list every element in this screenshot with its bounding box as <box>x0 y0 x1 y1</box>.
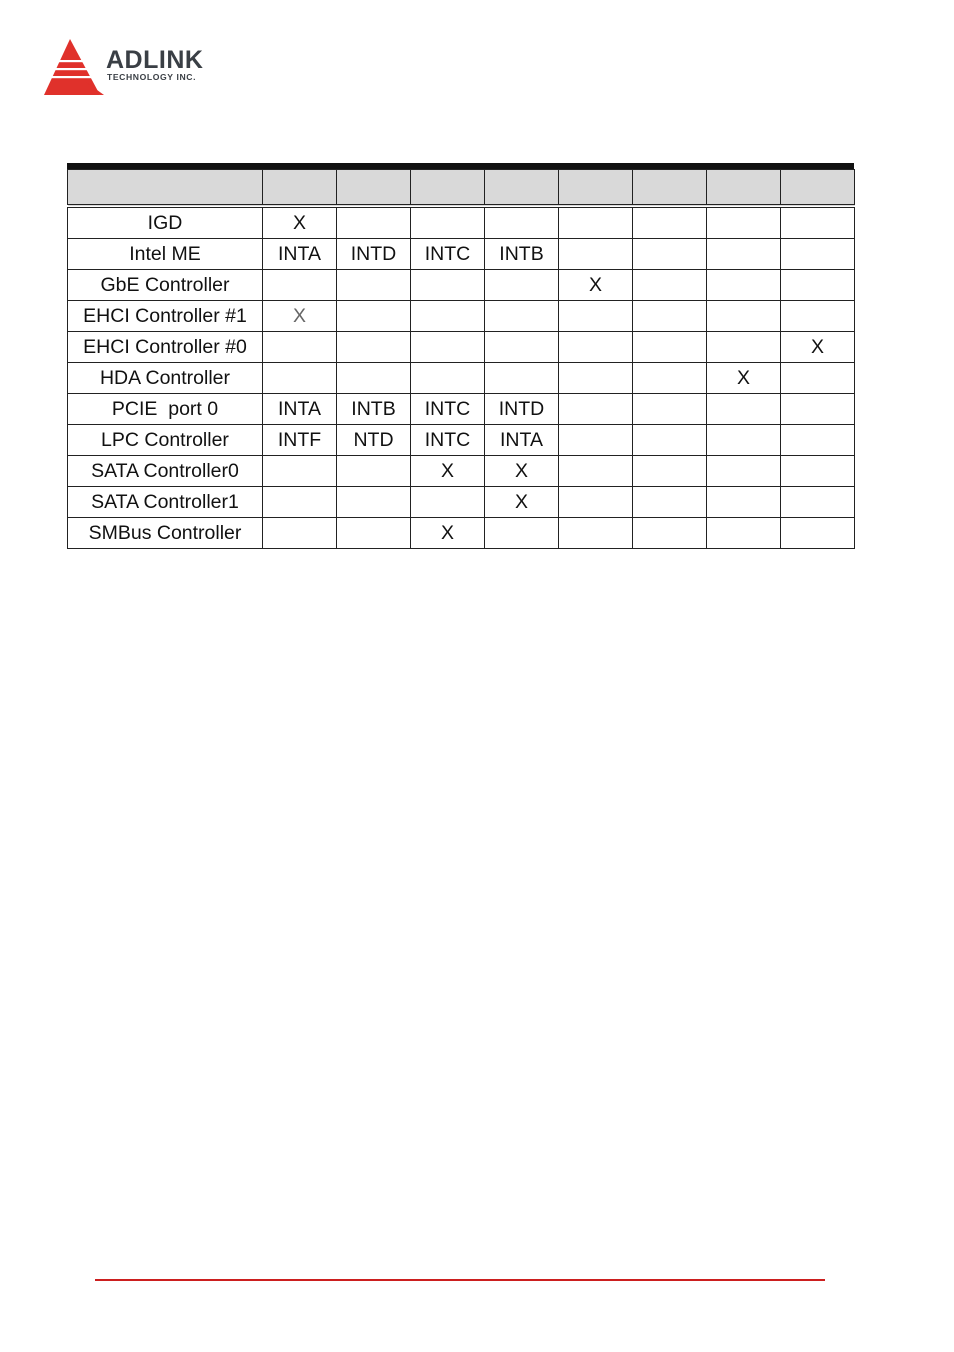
interrupt-cell <box>633 394 707 425</box>
header-cell <box>68 170 263 207</box>
interrupt-cell: X <box>263 301 337 332</box>
interrupt-cell: X <box>485 456 559 487</box>
table-row <box>68 206 855 239</box>
interrupt-cell: INTC <box>411 425 485 456</box>
interrupt-cell <box>633 518 707 549</box>
interrupt-cell <box>263 270 337 301</box>
interrupt-cell <box>707 270 781 301</box>
interrupt-cell <box>559 487 633 518</box>
table-row <box>68 394 855 425</box>
interrupt-cell <box>263 332 337 363</box>
interrupt-cell <box>263 487 337 518</box>
interrupt-cell <box>633 301 707 332</box>
interrupt-cell <box>559 394 633 425</box>
table-row <box>68 425 855 456</box>
interrupt-cell <box>559 456 633 487</box>
interrupt-cell: X <box>263 206 337 239</box>
interrupt-cell: INTB <box>337 394 411 425</box>
interrupt-cell <box>559 206 633 239</box>
interrupt-cell: INTC <box>411 239 485 270</box>
interrupt-cell <box>411 332 485 363</box>
interrupt-cell <box>337 332 411 363</box>
interrupt-cell: X <box>411 518 485 549</box>
device-name-cell: GbE Controller <box>68 270 263 301</box>
interrupt-cell <box>633 206 707 239</box>
interrupt-cell <box>707 487 781 518</box>
interrupt-cell <box>411 487 485 518</box>
interrupt-cell <box>485 363 559 394</box>
interrupt-cell <box>707 518 781 549</box>
interrupt-cell <box>781 487 855 518</box>
device-name-cell: EHCI Controller #0 <box>68 332 263 363</box>
interrupt-cell <box>411 301 485 332</box>
interrupt-cell <box>337 301 411 332</box>
interrupt-cell <box>263 456 337 487</box>
device-name-cell: HDA Controller <box>68 363 263 394</box>
interrupt-cell: X <box>707 363 781 394</box>
interrupt-cell <box>633 332 707 363</box>
interrupt-cell: INTB <box>485 239 559 270</box>
interrupt-cell <box>707 206 781 239</box>
interrupt-cell <box>559 332 633 363</box>
interrupt-cell <box>337 518 411 549</box>
interrupt-cell <box>485 301 559 332</box>
interrupt-cell <box>781 301 855 332</box>
logo-name: ADLINK <box>106 46 204 74</box>
interrupt-cell: X <box>559 270 633 301</box>
table-row <box>68 239 855 270</box>
device-name-cell: LPC Controller <box>68 425 263 456</box>
interrupt-cell <box>411 270 485 301</box>
interrupt-cell: X <box>411 456 485 487</box>
interrupt-cell <box>707 394 781 425</box>
interrupt-cell <box>485 332 559 363</box>
logo-subtitle: TECHNOLOGY INC. <box>107 72 197 82</box>
table-row <box>68 487 855 518</box>
interrupt-cell <box>707 456 781 487</box>
interrupt-cell <box>485 206 559 239</box>
header-cell <box>485 170 559 207</box>
device-name-cell: EHCI Controller #1 <box>68 301 263 332</box>
interrupt-cell <box>781 239 855 270</box>
header-cell <box>263 170 337 207</box>
interrupt-cell <box>559 239 633 270</box>
interrupt-cell <box>781 270 855 301</box>
interrupt-cell <box>781 456 855 487</box>
table-header-row <box>68 170 855 207</box>
interrupt-cell <box>781 425 855 456</box>
header-cell <box>707 170 781 207</box>
interrupt-cell: X <box>485 487 559 518</box>
interrupt-cell <box>485 518 559 549</box>
interrupt-cell <box>781 206 855 239</box>
interrupt-cell <box>707 332 781 363</box>
interrupt-cell <box>337 270 411 301</box>
interrupt-routing-table <box>67 169 855 549</box>
interrupt-cell: INTA <box>263 239 337 270</box>
interrupt-cell <box>337 363 411 394</box>
footer-rule <box>95 1279 825 1281</box>
device-name-cell: Intel ME <box>68 239 263 270</box>
interrupt-cell <box>781 518 855 549</box>
table-row <box>68 332 855 363</box>
interrupt-cell <box>633 239 707 270</box>
adlink-logo <box>42 38 242 100</box>
interrupt-cell <box>781 363 855 394</box>
interrupt-cell <box>337 487 411 518</box>
interrupt-cell: INTD <box>337 239 411 270</box>
interrupt-cell <box>781 394 855 425</box>
device-name-cell: SATA Controller1 <box>68 487 263 518</box>
interrupt-cell <box>337 206 411 239</box>
header-cell <box>633 170 707 207</box>
adlink-triangle-icon <box>42 38 106 100</box>
interrupt-cell <box>559 518 633 549</box>
device-name-cell: SATA Controller0 <box>68 456 263 487</box>
interrupt-cell <box>263 363 337 394</box>
header-cell <box>411 170 485 207</box>
interrupt-cell <box>633 270 707 301</box>
interrupt-cell <box>559 301 633 332</box>
interrupt-cell <box>707 239 781 270</box>
pci-interrupt-table <box>67 163 854 549</box>
table-row <box>68 301 855 332</box>
interrupt-cell <box>411 206 485 239</box>
interrupt-cell <box>485 270 559 301</box>
interrupt-cell: NTD <box>337 425 411 456</box>
interrupt-cell <box>633 425 707 456</box>
interrupt-cell <box>633 487 707 518</box>
interrupt-cell <box>559 425 633 456</box>
interrupt-cell <box>707 425 781 456</box>
table-row <box>68 270 855 301</box>
table-row <box>68 363 855 394</box>
device-name-cell: IGD <box>68 206 263 239</box>
interrupt-cell <box>263 518 337 549</box>
interrupt-cell <box>707 301 781 332</box>
interrupt-cell: X <box>781 332 855 363</box>
interrupt-cell <box>633 456 707 487</box>
header-cell <box>781 170 855 207</box>
device-name-cell: SMBus Controller <box>68 518 263 549</box>
interrupt-cell: INTC <box>411 394 485 425</box>
interrupt-cell: INTD <box>485 394 559 425</box>
interrupt-cell <box>337 456 411 487</box>
interrupt-cell <box>633 363 707 394</box>
table-row <box>68 456 855 487</box>
header-cell <box>337 170 411 207</box>
device-name-cell: PCIE port 0 <box>68 394 263 425</box>
interrupt-cell <box>559 363 633 394</box>
interrupt-cell: INTA <box>485 425 559 456</box>
interrupt-cell: INTA <box>263 394 337 425</box>
table-row <box>68 518 855 549</box>
header-cell <box>559 170 633 207</box>
interrupt-cell <box>411 363 485 394</box>
interrupt-cell: INTF <box>263 425 337 456</box>
